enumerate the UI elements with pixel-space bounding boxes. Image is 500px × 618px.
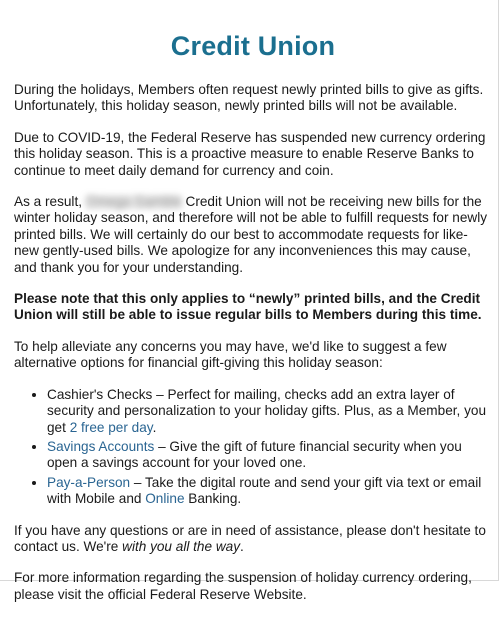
paragraph-covid-suspension: Due to COVID-19, the Federal Reserve has suspended new currency ordering this holiday season. This is a proactive measure to enable Reserve Banks to continue to meet daily demand for currency and coin.	[14, 129, 486, 178]
link-online-banking[interactable]: Online	[145, 491, 185, 507]
tagline: with you all the way	[122, 538, 240, 554]
paragraph-questions	[14, 523, 492, 556]
paragraph-more-information: For more information regarding the suspension of holiday currency ordering, please visit the official Federal Reserve Website.	[14, 570, 472, 602]
list-item-savings-accounts	[47, 439, 492, 472]
paragraph-alternatives-intro: To help alleviate any concerns you may have, we'd like to suggest a few alternative options for financial gift-giving this holiday season:	[14, 338, 447, 371]
page-title: Credit Union	[170, 31, 336, 61]
list-item-pay-a-person	[47, 475, 492, 508]
pay-a-person-text: – Take the digital route and send your gift via text or email with Mobile and	[47, 474, 482, 507]
savings-accounts-text: – Give the gift of future financial security when you open a savings account for your loved one.	[47, 438, 462, 471]
link-pay-a-person[interactable]: Pay-a-Person	[47, 474, 131, 490]
questions-text: If you have any questions or are in need of assistance, please don't hesitate to contact us. We're	[14, 522, 486, 554]
cashiers-checks-period: .	[152, 419, 157, 435]
list-item-cashiers-checks	[47, 387, 492, 436]
notice-content	[14, 0, 492, 618]
link-2-free-per-day[interactable]: 2 free per day	[69, 419, 153, 435]
paragraph-as-a-result-body: Credit Union will not be receiving new bills for the winter holiday season, and therefore will not be able to fulfill requests for newly printed bills. We will certainly do our best to accommodate requests for like-new gently-used bills. We apologize for any inconveniences this may cause, and thank you for your understanding.	[14, 194, 488, 275]
link-savings-accounts[interactable]: Savings Accounts	[47, 438, 155, 454]
pay-a-person-banking: Banking.	[184, 491, 242, 507]
bold-notice: Please note that this only applies to “newly” printed bills, and the Credit Union will still be able to issue regular bills to Members during this time.	[14, 291, 482, 323]
paragraph-as-a-result-lead: As a result,	[14, 194, 86, 210]
cashiers-checks-text: Cashier's Checks – Perfect for mailing, checks add an extra layer of security and personalization to your holiday gifts. Plus, as a Member, you get	[47, 386, 487, 435]
gift-options-list	[14, 387, 492, 508]
paragraph-as-a-result	[14, 194, 492, 276]
paragraph-holiday-requests: During the holidays, Members often request newly printed bills to give as gifts. Unfortunately, this holiday season, newly printed bills will not be available.	[14, 82, 484, 114]
redacted-credit-union-name: Omega Gamble	[85, 194, 182, 210]
questions-period: .	[240, 538, 244, 554]
